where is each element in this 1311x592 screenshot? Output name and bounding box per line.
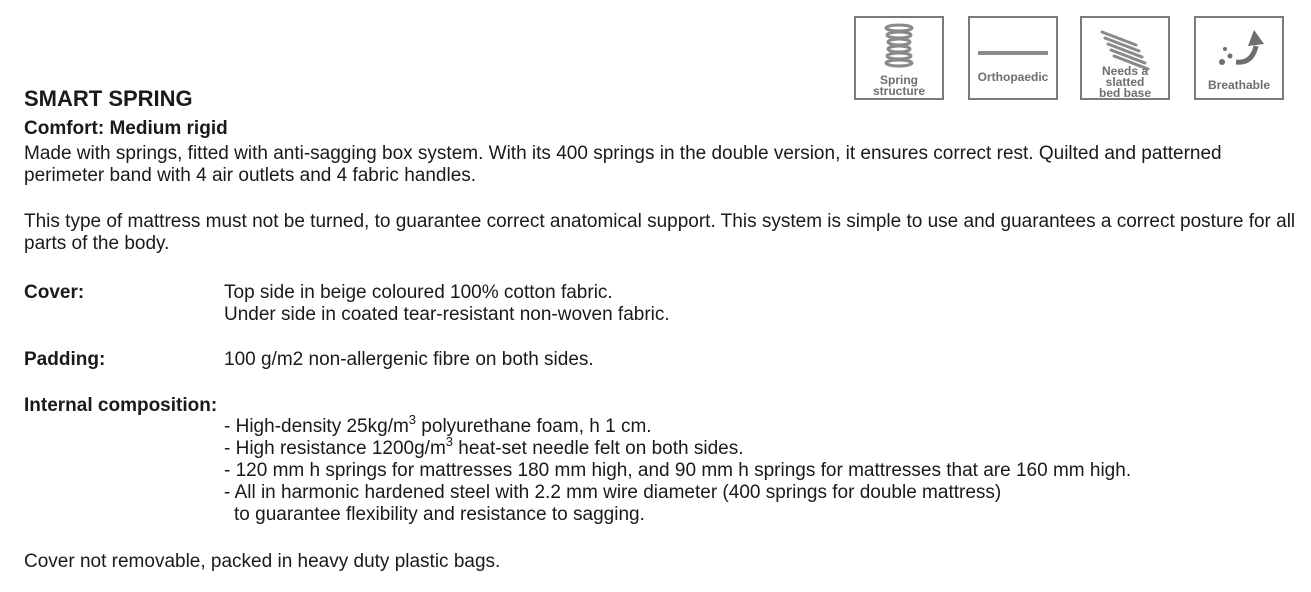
internal-composition-list — [224, 412, 1132, 526]
cover-line: Under side in coated tear-resistant non-woven fabric. — [224, 304, 670, 325]
icon-label: Needs a slatted bed base — [1098, 64, 1152, 100]
cover-label: Cover: — [24, 282, 85, 303]
footer-note: Cover not removable, packed in heavy duty plastic bags. — [24, 551, 501, 572]
feature-icons — [854, 16, 1304, 104]
composition-item: - High resistance $1200g/m^3$ heat-set needle felt on both sides. — [224, 434, 744, 459]
turning-note: This type of mattress must not be turned, to guarantee correct anatomical support. This system is simple to use and guarantees a correct posture for all parts of the body. — [24, 211, 1296, 254]
icon-label: Orthopaedic — [977, 70, 1049, 84]
product-description: Made with springs, fitted with anti-sagging box system. With its 400 springs in the double version, it ensures correct rest. Quilted and patterned perimeter band with 4 air outlets and 4 fabric handles. — [24, 143, 1222, 186]
orthopaedic-badge — [968, 16, 1058, 100]
composition-item-continued: to guarantee flexibility and resistance to sagging. — [234, 504, 645, 525]
icon-label: Spring structure — [872, 73, 925, 98]
composition-item: - 120 mm h springs for mattresses 180 mm high, and 90 mm h springs for mattresses that are 160 mm high. — [224, 460, 1132, 481]
internal-composition-label: Internal composition: — [24, 395, 218, 416]
icon-label: Breathable — [1207, 78, 1271, 92]
padding-value: 100 g/m2 non-allergenic fibre on both sides. — [224, 349, 594, 370]
composition-item: - High-density $25kg/m^3$ polyurethane foam, h 1 cm. — [224, 412, 652, 437]
breathable-badge — [1194, 16, 1284, 100]
comfort-rating: Comfort: Medium rigid — [24, 118, 228, 139]
composition-item: - All in harmonic hardened steel with 2.2 mm wire diameter (400 springs for double mattress) — [224, 482, 1002, 503]
product-title: SMART SPRING — [24, 86, 193, 111]
cover-details — [224, 282, 670, 326]
orthopaedic-icon — [970, 18, 1056, 98]
slatted-bed-base-badge — [1080, 16, 1170, 100]
cover-line: Top side in beige coloured 100% cotton fabric. — [224, 282, 613, 303]
spring-structure-badge — [854, 16, 944, 100]
padding-label: Padding: — [24, 349, 106, 370]
